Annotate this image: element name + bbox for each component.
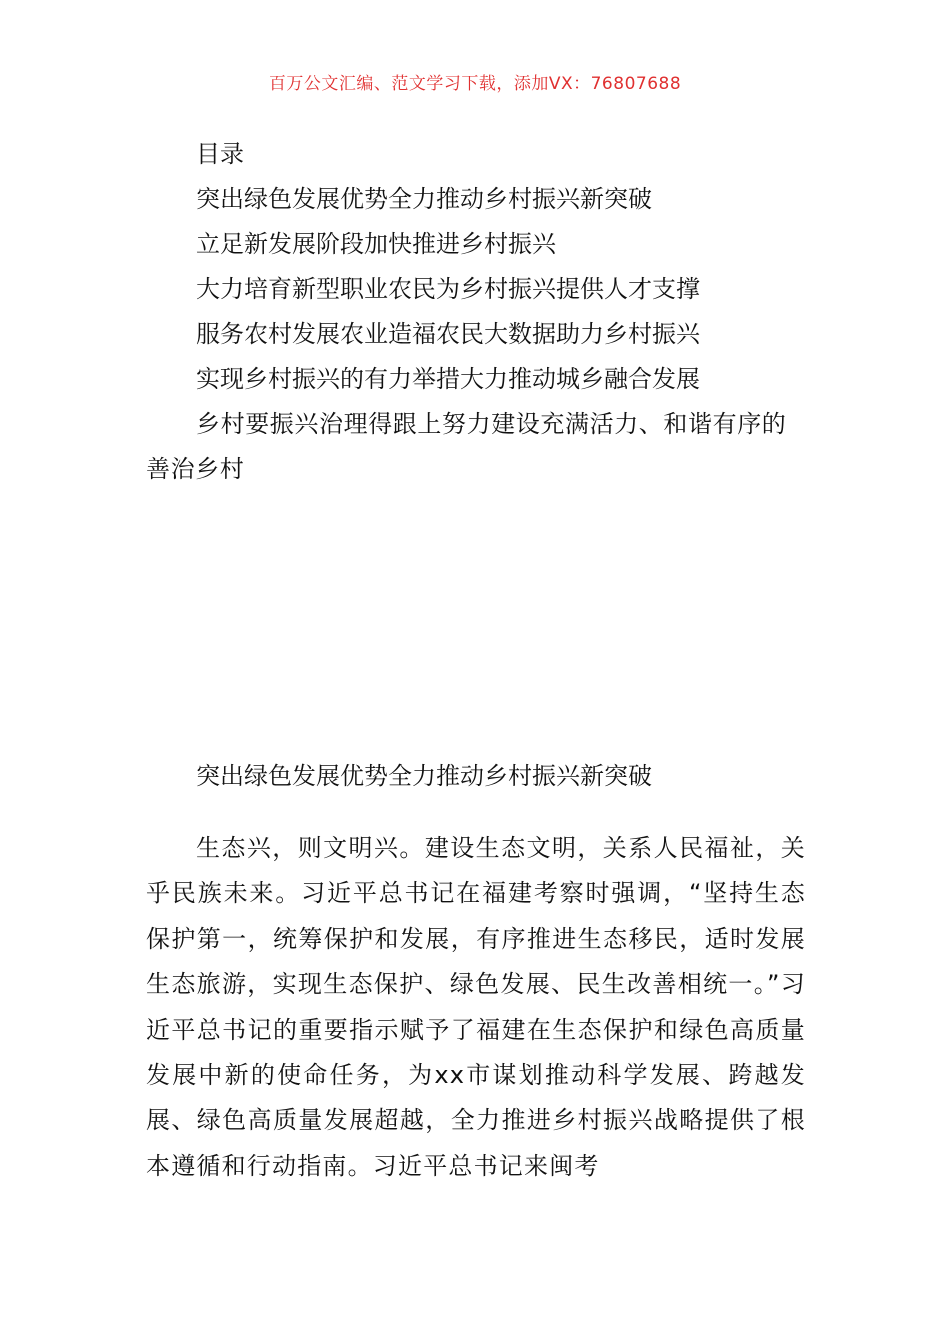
toc-item: 服务农村发展农业造福农民大数据助力乡村振兴: [196, 320, 700, 348]
toc-item: 突出绿色发展优势全力推动乡村振兴新突破: [196, 185, 652, 213]
table-of-contents: [146, 132, 806, 492]
toc-item: 乡村要振兴治理得跟上努力建设充满活力、和谐有序的善治乡村: [146, 410, 787, 483]
header-watermark-text: 百万公文汇编、范文学习下载，添加VX：76807688: [268, 74, 682, 94]
toc-title: 目录: [196, 140, 244, 168]
article-paragraph: 生态兴，则文明兴。建设生态文明，关系人民福祉，关乎民族未来。习近平总书记在福建考察时强调，“坚持生态保护第一，统筹保护和发展，有序推进生态移民，适时发展生态旅游，实现生态保护、绿色发展、民生改善相统一。”习近平总书记的重要指示赋予了福建在生态保护和绿色高质量发展中新的使命任务，为xx市谋划推动科学发展、跨越发展、绿色高质量发展超越，全力推进乡村振兴战略提供了根本遵循和行动指南。习近平总书记来闽考: [146, 834, 806, 1180]
toc-item: 实现乡村振兴的有力举措大力推动城乡融合发展: [196, 365, 700, 393]
toc-item: 大力培育新型职业农民为乡村振兴提供人才支撑: [196, 275, 700, 303]
article-title: 突出绿色发展优势全力推动乡村振兴新突破: [196, 762, 652, 790]
toc-item: 立足新发展阶段加快推进乡村振兴: [196, 230, 556, 258]
